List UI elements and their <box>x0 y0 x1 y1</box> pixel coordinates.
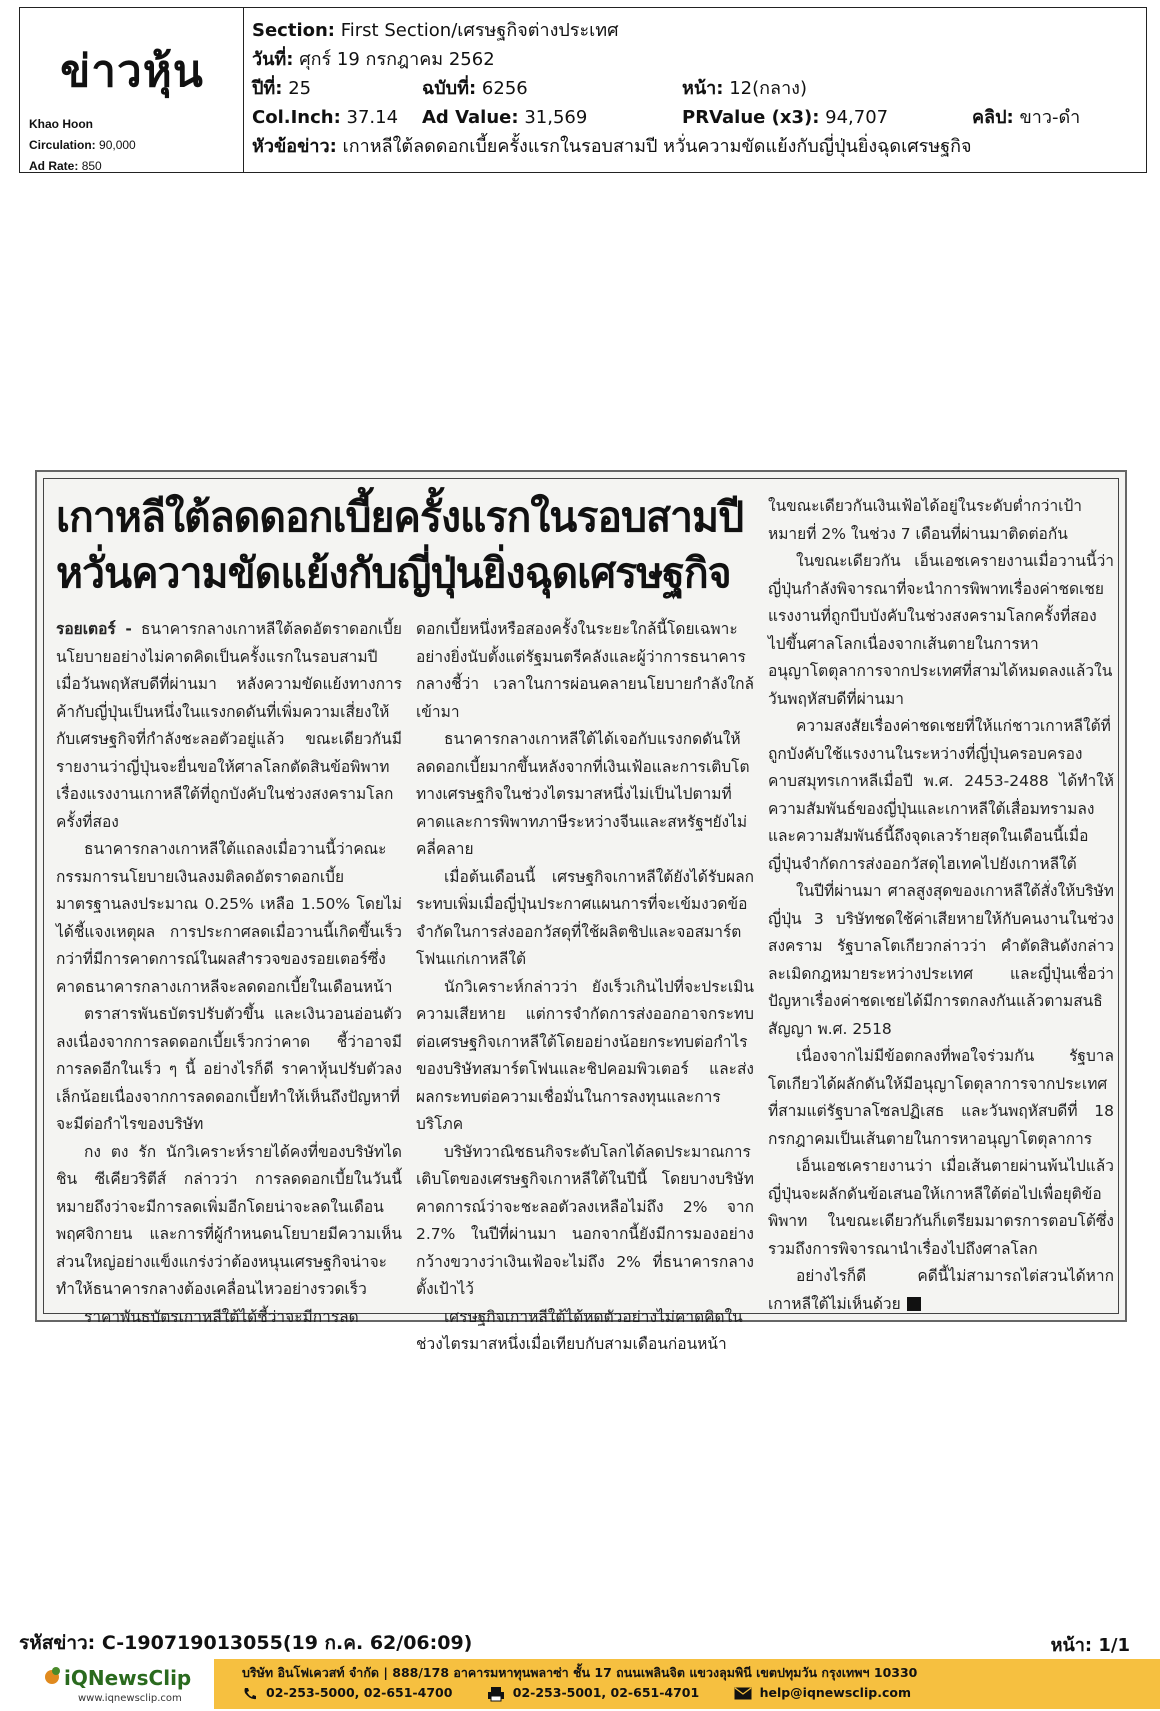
article-column-2 <box>416 616 754 1353</box>
company-address: บริษัท อินโฟเควสท์ จำกัด | 888/178 อาคารมหาทุนพลาซ่า ชั้น 17 ถนนเพลินจิต แขวงลุมพินี เขตปทุมวัน กรุงเทพฯ 10330 <box>242 1665 918 1680</box>
news-clipping <box>35 470 1127 1353</box>
article-column-1 <box>56 616 402 1326</box>
date-value: ศุกร์ 19 กรกฎาคม 2562 <box>299 49 495 70</box>
section-label: Section: <box>252 20 335 41</box>
brand-url: www.iqnewsclip.com <box>78 1693 182 1704</box>
paragraph: ราคาพันธบัตรเกาหลีใต้ได้ชี้ว่าจะมีการลด <box>84 1307 359 1326</box>
phone-numbers: 02-253-5000, 02-651-4700 <box>266 1685 453 1700</box>
page-indicator <box>1051 1630 1130 1659</box>
paragraph: ธนาคารกลางเกาหลีใต้ลดอัตราดอกเบี้ยนโยบายอย่างไม่คาดคิดเป็นครั้งแรกในรอบสามปีเมื่อวันพฤหัสบดีที่ผ่านมา หลังความขัดแย้งทางการค้ากับญี่ปุ่นเป็นหนึ่งในแรงกดดันที่เพิ่มความเสี่ยงให้กับเศรษฐกิจที่กำลังชะลอตัวอยู่แล้ว ขณะเดียวกันมีรายงานว่าญี่ปุ่นจะยื่นขอให้ศาลโลกตัดสินข้อพิพาทเรื่องแรงงานเกาหลีใต้ที่ถูกบังคับในช่วงสงครามโลกครั้งที่สอง <box>56 620 402 831</box>
prvalue-label: PRValue (x3): <box>682 107 820 128</box>
paragraph: อย่างไรก็ดี คดีนี้ไม่สามารถไต่สวนได้หากเกาหลีใต้ไม่เห็นด้วย <box>768 1267 1114 1313</box>
ref-value: C-190719013055 <box>101 1632 283 1654</box>
iqnewsclip-logo-icon <box>40 1661 210 1707</box>
year-label: ปีที่: <box>252 78 283 99</box>
advalue-label: Ad Value: <box>422 107 519 128</box>
issue-label: ฉบับที่: <box>422 78 477 99</box>
paragraph: ในขณะเดียวกัน เอ็นเอชเครายงานเมื่อวานนี้ว่า ญี่ปุ่นกำลังพิจารณาที่จะนำการพิพาทเรื่องค่าชดเชยแรงงานที่ถูกบีบบังคับในช่วงสงครามโลกครั้งที่สองไปขึ้นศาลโลกเนื่องจากเส้นตายในการหาอนุญาโตตุลาการจากประเทศที่สามได้หมดลงแล้วในวันพฤหัสบดีที่ผ่านมา <box>768 552 1114 708</box>
headline-label: หัวข้อข่าว: <box>252 136 337 157</box>
adrate-label: Ad Rate: <box>29 159 79 173</box>
article-headline <box>56 489 776 601</box>
byline: รอยเตอร์ - <box>56 620 132 638</box>
publication-logo: ข่าวหุ้น <box>60 46 204 97</box>
paragraph: เอ็นเอชเครายงานว่า เมื่อเส้นตายผ่านพ้นไปแล้ว ญี่ปุ่นจะผลักดันข้อเสนอให้เกาหลีใต้ต่อไปเพื่อยุติข้อพิพาท ในขณะเดียวกันก็เตรียมมาตรการตอบโต้ซึ่งรวมถึงการพิจารณานำเรื่องไปถึงศาลโลก <box>768 1157 1114 1258</box>
publication-meta <box>29 114 136 177</box>
headline-value: เกาหลีใต้ลดดอกเบี้ยครั้งแรกในรอบสามปี หวั่นความขัดแย้งกับญี่ปุ่นยิ่งฉุดเศรษฐกิจ <box>342 136 972 157</box>
page-indicator-label: หน้า: <box>1050 1635 1093 1656</box>
article-column-3 <box>768 493 1114 1313</box>
paragraph: เศรษฐกิจเกาหลีใต้ได้หดตัวอย่างไม่คาดคิดในช่วงไตรมาสหนึ่งเมื่อเทียบกับสามเดือนก่อนหน้า <box>416 1307 743 1353</box>
circulation-value: 90,000 <box>99 138 136 152</box>
paragraph: เมื่อต้นเดือนนี้ เศรษฐกิจเกาหลีใต้ยังได้รับผลกระทบเพิ่มเมื่อญี่ปุ่นประกาศแผนการที่จะเข้มงวดข้อจำกัดในการส่งออกวัสดุที่ใช้ผลิตชิปและจอสมาร์ตโฟนแก่เกาหลีใต้ <box>416 867 754 968</box>
headline-line-2: หวั่นความขัดแย้งกับญี่ปุ่นยิ่งฉุดเศรษฐกิจ <box>56 549 731 597</box>
circulation-label: Circulation: <box>29 138 96 152</box>
news-reference <box>19 1628 472 1658</box>
headline-line-1: เกาหลีใต้ลดดอกเบี้ยครั้งแรกในรอบสามปี <box>56 493 744 541</box>
page-indicator-value: 1/1 <box>1098 1635 1130 1656</box>
clip-type-value: ขาว-ดำ <box>1019 107 1081 128</box>
fax-icon <box>487 1687 505 1701</box>
paragraph: ในขณะเดียวกันเงินเฟ้อได้อยู่ในระดับต่ำกว่าเป้าหมายที่ 2% ในช่วง 7 เดือนที่ผ่านมาติดต่อกัน <box>768 497 1083 543</box>
colinch-value: 37.14 <box>346 107 399 128</box>
paragraph: ธนาคารกลางเกาหลีใต้ได้เจอกับแรงกดดันให้ลดดอกเบี้ยมากขึ้นหลังจากที่เงินเฟ้อและการเติบโตทางเศรษฐกิจในช่วงไตรมาสหนึ่งไม่เป็นไปตามที่คาดและการพิพาทภาษีระหว่างจีนและสหรัฐฯยังไม่คลี่คลาย <box>416 730 750 858</box>
ref-time: (19 ก.ค. 62/06:09) <box>282 1632 473 1654</box>
adrate-value: 850 <box>81 159 102 173</box>
fax-numbers: 02-253-5001, 02-651-4701 <box>512 1685 700 1700</box>
prvalue-value: 94,707 <box>825 107 889 128</box>
iqnewsclip-logo <box>40 1661 210 1707</box>
footer-bar <box>0 1659 1160 1709</box>
page-label: หน้า: <box>682 78 724 99</box>
brand-name: iQNewsClip <box>64 1666 192 1690</box>
issue-value: 6256 <box>481 78 528 99</box>
year-value: 25 <box>288 78 312 99</box>
email-address[interactable]: help@iqnewsclip.com <box>759 1685 911 1700</box>
paragraph: ในปีที่ผ่านมา ศาลสูงสุดของเกาหลีใต้สั่งให้บริษัทญี่ปุ่น 3 บริษัทชดใช้ค่าเสียหายให้กับคนงานในช่วงสงคราม รัฐบาลโตเกียวกล่าวว่า คำตัดสินดังกล่าวละเมิดกฎหมายระหว่างประเทศ และญี่ปุ่นเชื่อว่าปัญหาเรื่องค่าชดเชยได้มีการตกลงกันแล้วตามสนธิสัญญา พ.ศ. 2518 <box>768 882 1114 1038</box>
contact-bar <box>214 1659 1160 1709</box>
advalue-value: 31,569 <box>524 107 588 128</box>
publication-name: Khao Hoon <box>29 117 93 131</box>
page-value: 12(กลาง) <box>729 78 807 99</box>
phone-icon <box>242 1687 258 1701</box>
publication-logo-cell <box>20 8 244 172</box>
paragraph: บริษัทวาณิชธนกิจระดับโลกได้ลดประมาณการเติบโตของเศรษฐกิจเกาหลีใต้ในปีนี้ โดยบางบริษัทคาดการณ์ว่าจะชะลอตัวลงเหลือไม่ถึง 2% จาก 2.7% ในปีที่ผ่านมา นอกจากนี้ยังมีการมองอย่างกว้างขวางว่าเงินเฟ้อจะไม่ถึง 2% ที่ธนาคารกลางตั้งเป้าไว้ <box>416 1142 754 1298</box>
paragraph: ความสงสัยเรื่องค่าชดเชยที่ให้แก่ชาวเกาหลีใต้ที่ถูกบังคับใช้แรงงานในระหว่างที่ญี่ปุ่นครอบครองคาบสมุทรเกาหลีเมื่อปี พ.ศ. 2453-2488 ได้ทำให้ความสัมพันธ์ของญี่ปุ่นและเกาหลีใต้เสื่อมทรามลงและความสัมพันธ์นี้ถึงจุดเลวร้ายสุดในเดือนนี้เมื่อญี่ปุ่นจำกัดการส่งออกวัสดุไฮเทคไปยังเกาหลีใต้ <box>768 717 1114 873</box>
section-value: First Section/เศรษฐกิจต่างประเทศ <box>340 20 619 41</box>
paragraph: กง ตง รัก นักวิเคราะห์รายได้คงที่ของบริษัทไดชิน ซีเคียวริตีส์ กล่าวว่า การลดดอกเบี้ยในวันนี้หมายถึงว่าจะมีการลดเพิ่มอีกโดยน่าจะลดในเดือนพฤศจิกายน และการที่ผู้กำหนดนโยบายมีความเห็นส่วนใหญ่อย่างแข็งแกร่งว่าต้องหนุนเศรษฐกิจน่าจะทำให้ธนาคารกลางต้องเคลื่อนไหวอย่างรวดเร็ว <box>56 1142 402 1298</box>
end-mark-icon <box>907 1297 921 1311</box>
paragraph: ตราสารพันธบัตรปรับตัวขึ้น และเงินวอนอ่อนตัวลงเนื่องจากการลดดอกเบี้ยเร็วกว่าคาด ชี้ว่าอาจมีการลดอีกในเร็ว ๆ นี้ อย่างไรก็ดี ราคาหุ้นปรับตัวลงเล็กน้อยเนื่องจากการลดดอกเบี้ยทำให้เห็นถึงปัญหาที่จะมีต่อกำไรของบริษัท <box>56 1005 402 1133</box>
clip-type-label: คลิป: <box>972 107 1014 128</box>
clip-header <box>19 7 1147 173</box>
paragraph: ดอกเบี้ยหนึ่งหรือสองครั้งในระยะใกล้นี้โดยเฉพาะอย่างยิ่งนับตั้งแต่รัฐมนตรีคลังและผู้ว่าการธนาคารกลางชี้ว่า เวลาในการผ่อนคลายนโยบายกำลังใกล้เข้ามา <box>416 620 754 721</box>
clip-info <box>252 16 1138 161</box>
contact-line <box>242 1685 941 1701</box>
date-label: วันที่: <box>252 49 294 70</box>
ref-label: รหัสข่าว: <box>19 1632 96 1654</box>
paragraph: เนื่องจากไม่มีข้อตกลงที่พอใจร่วมกัน รัฐบาลโตเกียวได้ผลักดันให้มีอนุญาโตตุลาการจากประเทศที่สามแต่รัฐบาลโซลปฏิเสธ และวันพฤหัสบดีที่ 18 กรกฎาคมเป็นเส้นตายในการหาอนุญาโตตุลาการ <box>768 1047 1114 1148</box>
colinch-label: Col.Inch: <box>252 107 341 128</box>
paragraph: ธนาคารกลางเกาหลีใต้แถลงเมื่อวานนี้ว่าคณะกรรมการนโยบายเงินลงมติลดอัตราดอกเบี้ยมาตรฐานลงประมาณ 0.25% เหลือ 1.50% โดยไม่ได้ชี้แจงเหตุผล การประกาศลดเมื่อวานนี้เกิดขึ้นเร็วกว่าที่มีการคาดการณ์ในผลสำรวจของรอยเตอร์ซึ่งคาดธนาคารกลางเกาหลีจะลดดอกเบี้ยในเดือนหน้า <box>56 840 402 996</box>
clipping-frame <box>43 478 1119 1353</box>
paragraph: นักวิเคราะห์กล่าวว่า ยังเร็วเกินไปที่จะประเมินความเสียหาย แต่การจำกัดการส่งออกอาจกระทบต่อเศรษฐกิจเกาหลีใต้โดยอย่างน้อยกระทบต่อกำไรของบริษัทสมาร์ตโฟนและชิปคอมพิวเตอร์ และส่งผลกระทบต่อความเชื่อมั่นในการลงทุนและการบริโภค <box>416 977 754 1133</box>
email-icon <box>734 1687 752 1700</box>
